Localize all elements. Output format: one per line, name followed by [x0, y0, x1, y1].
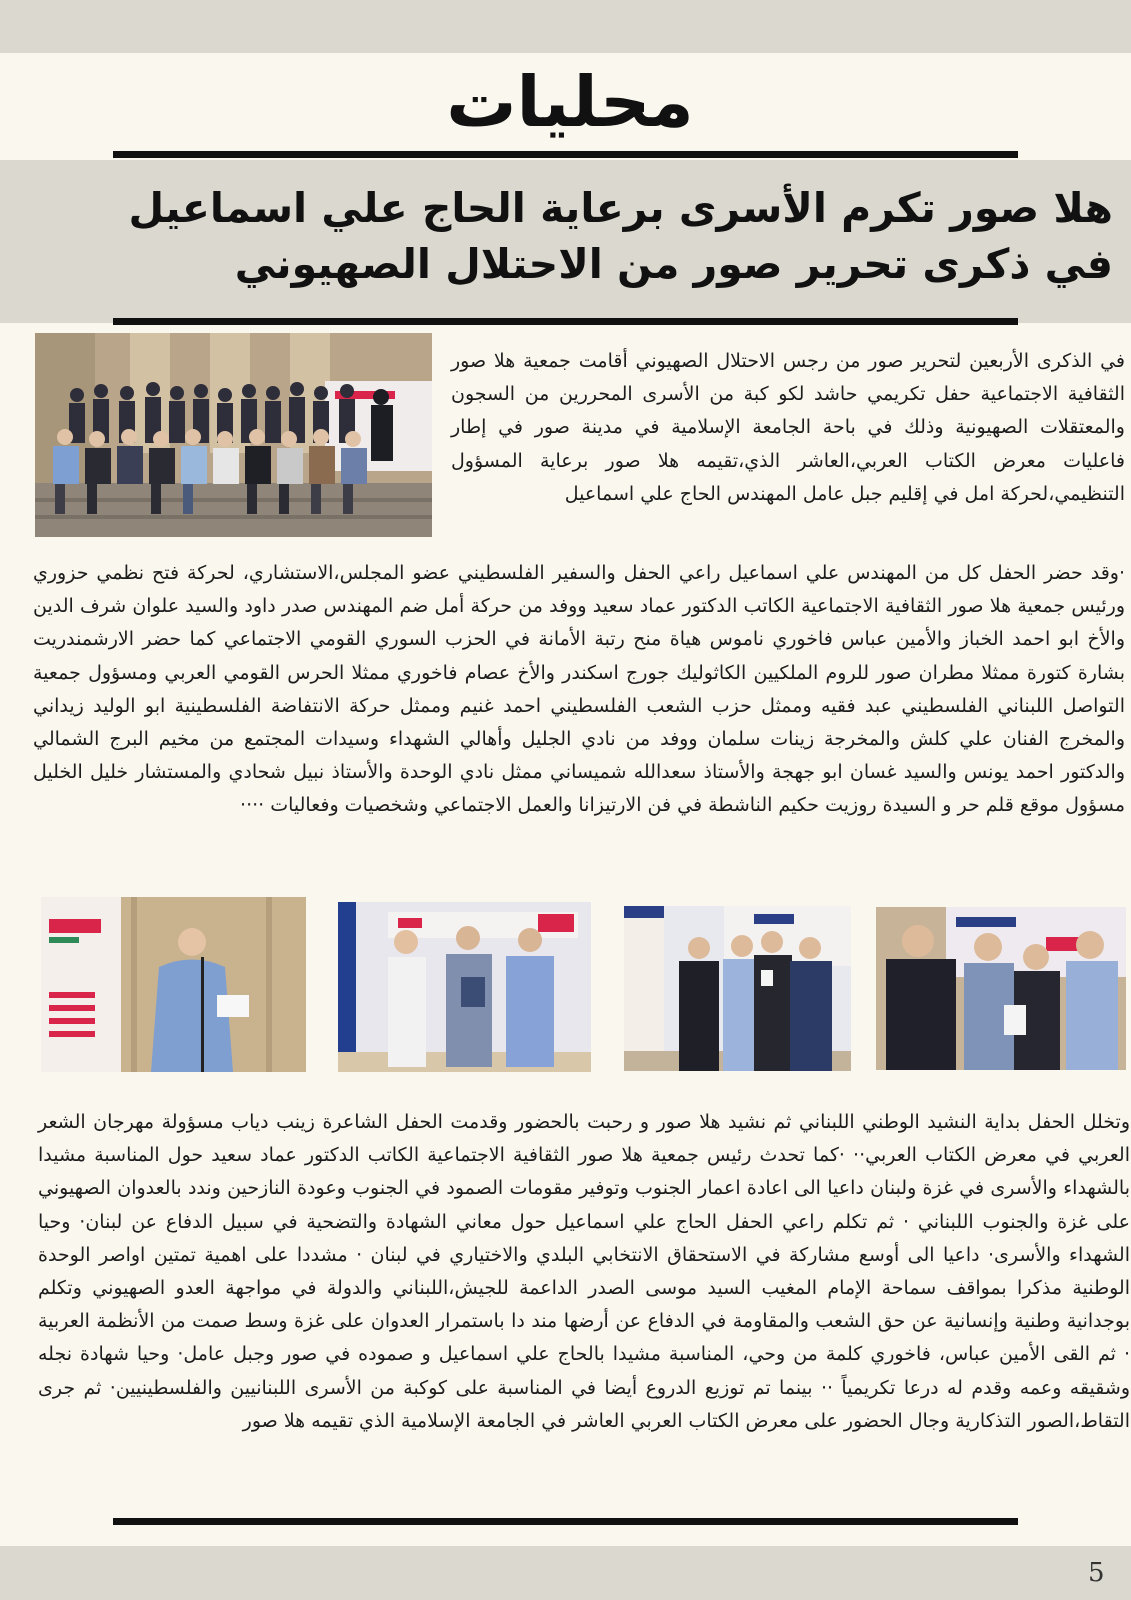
- title-rule-thick: [113, 151, 1018, 158]
- bottom-band: [0, 1546, 1131, 1600]
- award-photo-3: [876, 907, 1126, 1070]
- headline-rule: [113, 318, 1018, 325]
- intro-paragraph: في الذكرى الأربعين لتحرير صور من رجس الاحتلال الصهيوني أقامت جمعية هلا صور الثقافية الاجتماعية حفل تكريمي حاشد لكو كبة من الأسرى المحررين من السجون والمعتقلات الصهيونية وذلك في باحة الجامعة الإسلامية في مدينة صور في إطار فاعليات معرض الكتاب العربي،العاشر الذي،تقيمه هلا صور برعاية المسؤول التنظيمي،لحركة امل في إقليم جبل عامل المهندس الحاج علي اسماعيل: [451, 350, 1125, 505]
- award-photo-2: [624, 906, 851, 1071]
- section-title: محليات: [446, 61, 694, 143]
- program-paragraph: وتخلل الحفل بداية النشيد الوطني اللبناني ثم نشيد هلا صور و رحبت بالحضور وقدمت الحفل الشاعرة زينب دياب مسؤولة مهرجان الشعر العربي في معرض الكتاب العربي·· ·كما تحدث رئيس جمعية هلا صور الثقافية الاجتماعية الكاتب الدكتور عماد سعيد حول المناسبة مشيدا بالشهداء والأسرى في غزة ولبنان داعيا الى اعادة اعمار الجنوب وتوفير مقومات الصمود في الجنوب وعودة النازحين وندد بالعدوان الصهيوني على غزة والجنوب اللبناني · ثم تكلم راعي الحفل الحاج علي اسماعيل حول معاني الشهادة والتضحية في سبيل الدفاع عن لبنان· وحيا الشهداء والأسرى· داعيا الى أوسع مشاركة في الاستحقاق الانتخابي البلدي والاختياري في لبنان · مشددا على اهمية تمتين اواصر الوحدة الوطنية مذكرا بمواقف سماحة الإمام المغيب السيد موسى الصدر الداعمة للجيش،اللبناني والدولة في مواجهة العدو الصهيوني وتكلم بوجدانية وطنية وإنسانية عن حق الشعب والمقاومة في الدفاع عن أرضها مند دا باستمرار العدوان على غزة وسط صمت من الأنظمة العربية · ثم القى الأمين عباس، فاخوري كلمة من وحي، المناسبة مشيدا بالحاج علي اسماعيل و صموده في صور وجبل عامل· وحيا شهادة نجله وشقيقه وعمه وقدم له درعا تكريمياً ·· بينما تم توزيع الدروع أيضا في المناسبة على كوكبة من الأسرى اللبنانيين والفلسطينيين· ثم جرى التقاط،الصور التذكارية وجال الحضور على معرض الكتاب العربي العاشر في الجامعة الإسلامية الذي تقيمه هلا صور: [38, 1111, 1130, 1432]
- page-number: 5: [1088, 1558, 1105, 1588]
- speech-photo: [41, 897, 306, 1072]
- attendees-paragraph: ·وقد حضر الحفل كل من المهندس علي اسماعيل راعي الحفل والسفير الفلسطيني عضو المجلس،الاستشاري، لحركة فتح نظمي حزوري ورئيس جمعية هلا صور الثقافية الاجتماعية الكاتب الدكتور عماد سعيد ووفد من حركة أمل ضم المهندس صدر داود والسيد علوان شرف الدين والأخ ابو احمد الخباز والأمين عباس فاخوري ناموس هياة منح رتبة الأمانة في الحزب السوري القومي الاجتماعي كما حضر الارشمندريت بشارة كتورة ممثلا مطران صور للروم الملكيين الكاثوليك جورج اسكندر والأخ عصام فاخوري ممثلا الحرس القومي العربي ومسؤول جمعية التواصل اللبناني الفلسطيني عبد فقيه وممثل حزب الشعب الفلسطيني احمد غنيم وممثل حركة الانتفاضة الفلسطينية ابو الوليد زيداني والمخرج الفنان علي كلش والمخرجة زينات سلمان ووفد من نادي الجليل وأهالي الشهداء وسيدات المجتمع من مخيم البرج الشمالي والدكتور احمد يونس والسيد غسان ابو جهجة والأستاذ سعدالله شميساني ممثل نادي الوحدة والأستاذ نبيل شحادي والمستشار خليل الخليل مسؤول موقع قلم حر و السيدة روزيت حكيم الناشطة في فن الارتيزانا والعمل الاجتماعي وشخصيات وفعاليات ····: [33, 562, 1125, 817]
- article-headline: هلا صور تكرم الأسرى برعاية الحاج علي اسماعيل في ذكرى تحرير صور من الاحتلال الصهيوني: [128, 184, 1113, 288]
- footer-rule: [113, 1518, 1018, 1525]
- group-photo: [35, 333, 432, 537]
- award-photo-1: [338, 902, 591, 1072]
- top-band: [0, 0, 1131, 53]
